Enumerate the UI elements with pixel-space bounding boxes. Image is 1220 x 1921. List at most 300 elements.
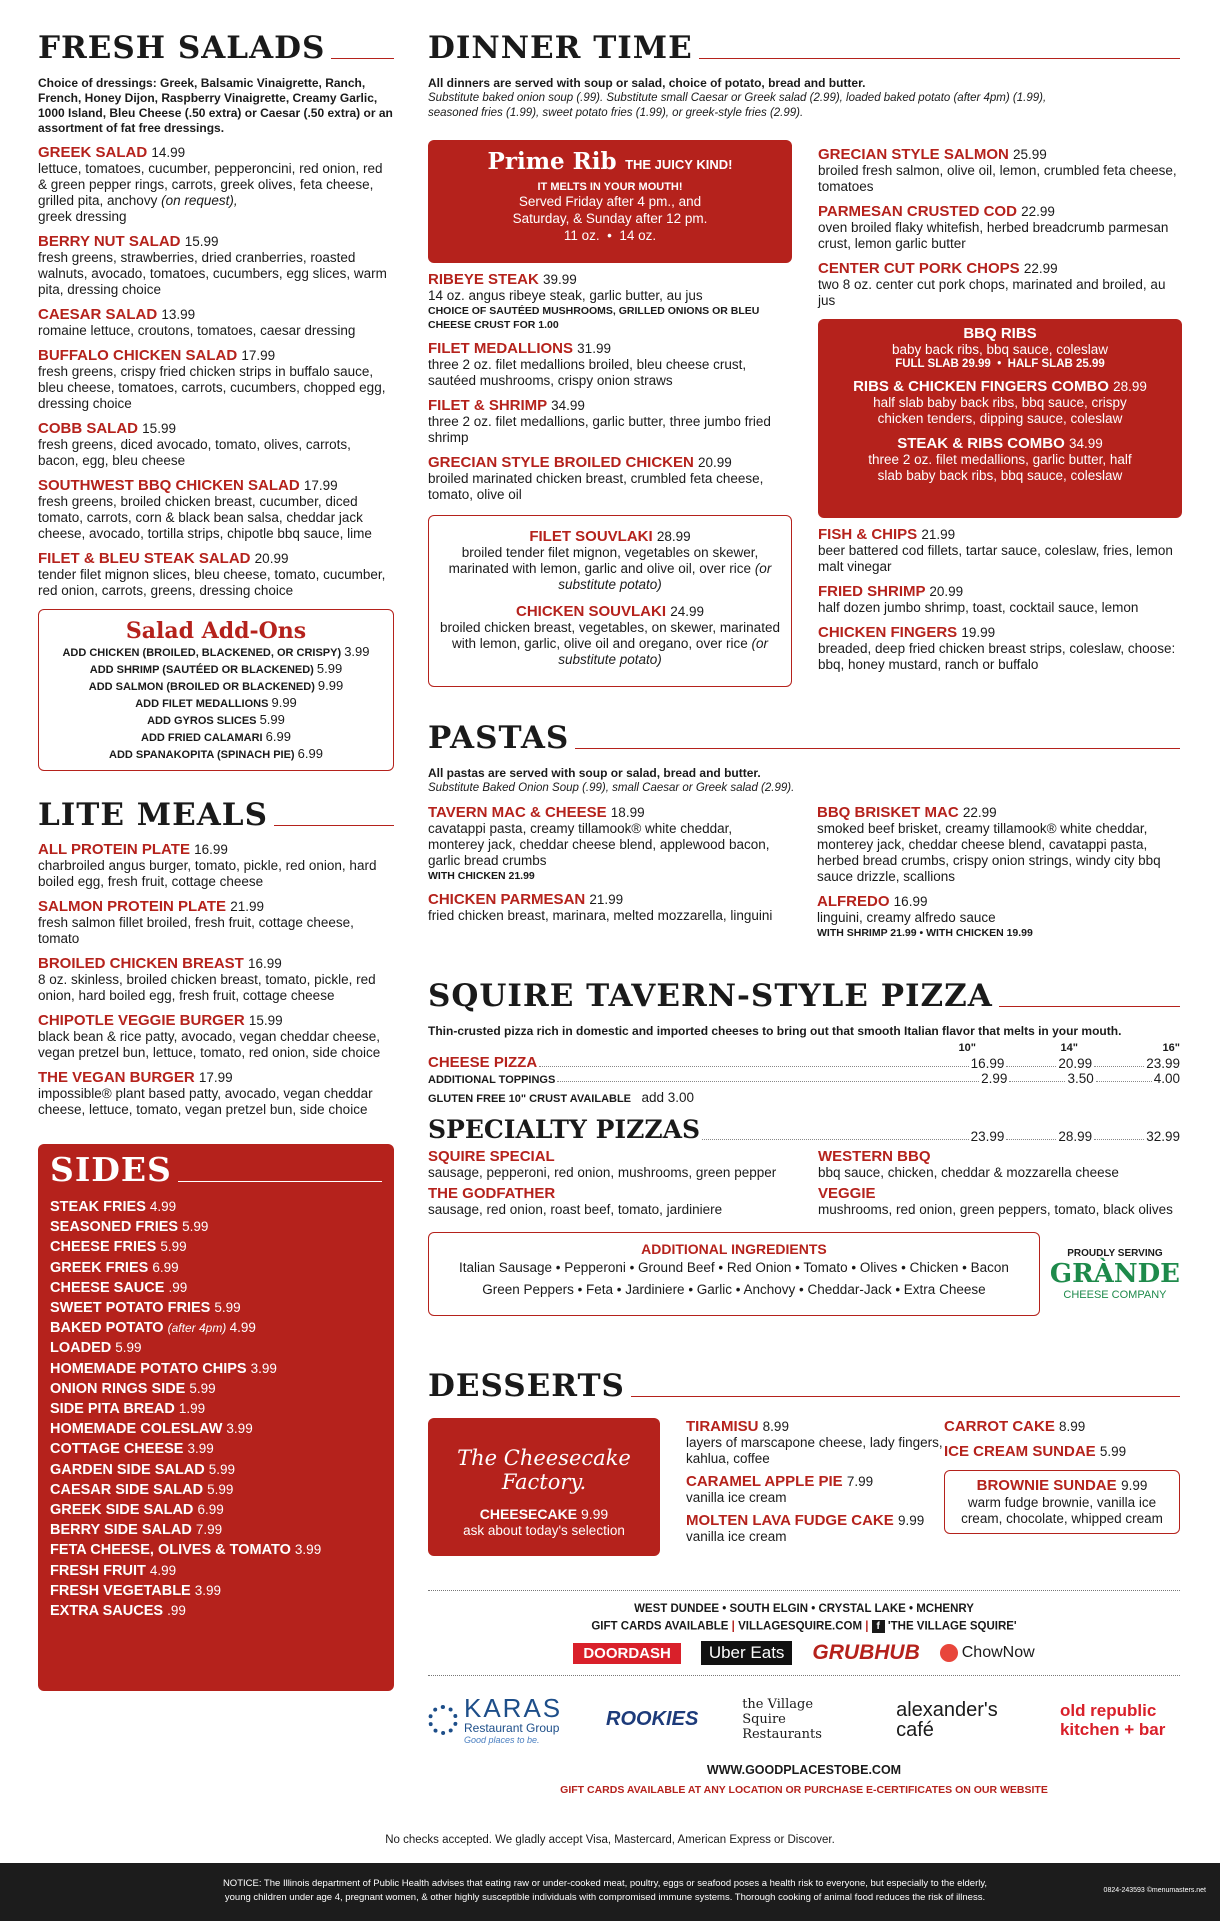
prime-rib-line3: Saturday, & Sunday after 12 pm. (512, 211, 708, 226)
item-name: PARMESAN CRUSTED COD 22.99 (818, 203, 1055, 220)
item-desc: black bean & rice patty, avocado, vegan cheddar cheese, vegan pretzel bun, lettuce, tomato, red onion, side choice (38, 1029, 381, 1060)
dessert-left-list (686, 1418, 944, 1556)
menu-item (686, 1473, 944, 1506)
side-item: COTTAGE CHEESE 3.99 (50, 1441, 214, 1458)
bbq-ribs-name: BBQ RIBS (963, 325, 1037, 342)
item-price: 17.99 (241, 348, 276, 363)
pastas-intro: All pastas are served with soup or salad, bread and butter. (428, 766, 761, 780)
item-price: 21.99 (921, 527, 956, 542)
dinner-right-list2 (818, 526, 1182, 673)
menu-item (38, 550, 394, 599)
addon-item: ADD SPANAKOPITA (SPINACH PIE) 6.99 (109, 746, 323, 761)
dinner-right (818, 138, 1182, 673)
item-desc: vanilla ice cream (686, 1490, 787, 1505)
item-desc: fresh greens, diced avocado, tomato, olives, carrots, bacon, egg, bleu cheese (38, 437, 351, 468)
item-price: 22.99 (962, 805, 997, 820)
dinner-substitutions: Substitute baked onion soup (.99). Substitute small Caesar or Greek salad (2.99), loaded baked potato (after 4pm) (1.99), seasoned fries (1.99), sweet potato fries (1.99), or greek-style fries (2.99). (428, 92, 1047, 119)
addon-price: 3.99 (344, 644, 370, 659)
side-price: 3.99 (250, 1360, 277, 1376)
facebook-icon[interactable]: f (872, 1620, 885, 1633)
print-code: 0824-243593 ©menumasters.net (1103, 1887, 1206, 1894)
addon-price: 6.99 (297, 746, 323, 761)
souvlaki-box (428, 515, 792, 687)
bbq-ribs-prices: FULL SLAB 29.99 • HALF SLAB 25.99 (895, 358, 1105, 370)
lite-heading: LITE MEALS (38, 797, 394, 833)
gluten-free-label: GLUTEN FREE 10" CRUST AVAILABLE (428, 1093, 632, 1105)
chownow-icon (940, 1644, 958, 1662)
menu-item (817, 804, 1180, 885)
prime-rib-line1: IT MELTS IN YOUR MOUTH! (537, 181, 683, 193)
menu-item (818, 1185, 1180, 1218)
menu-item (38, 1012, 394, 1061)
cheese-price-10: 16.99 (970, 1056, 1005, 1071)
item-name: FILET & BLEU STEAK SALAD 20.99 (38, 550, 289, 567)
sides-list (50, 1197, 382, 1621)
menu-item (437, 528, 783, 593)
cheese-pizza-name: CHEESE PIZZA (428, 1054, 538, 1071)
side-price: 6.99 (152, 1259, 179, 1275)
item-price: 17.99 (198, 1070, 233, 1085)
side-price: 5.99 (160, 1239, 187, 1255)
doordash-logo[interactable]: DOORDASH (573, 1643, 681, 1664)
item-name: CAESAR SALAD 13.99 (38, 306, 196, 323)
item-name: BBQ BRISKET MAC 22.99 (817, 804, 997, 821)
dessert-right (944, 1418, 1180, 1556)
menu-item (818, 146, 1182, 195)
size-16: 16" (1162, 1042, 1180, 1054)
item-price: 25.99 (1013, 147, 1047, 162)
item-desc: lettuce, tomatoes, cucumber, pepperoncini, red onion, red & green pepper rings, carrots, greek olives, feta cheese, grilled pita, anchovy (on request), (38, 161, 383, 208)
dinner-left-list (428, 271, 792, 503)
menu-item (686, 1512, 944, 1545)
item-price: 8.99 (762, 1419, 789, 1434)
side-item: FRESH VEGETABLE 3.99 (50, 1582, 222, 1599)
item-desc: linguini, creamy alfredo sauce (817, 910, 996, 925)
item-price: 20.99 (698, 455, 732, 470)
side-price: 4.99 (229, 1320, 256, 1336)
item-desc: oven broiled flaky whitefish, herbed breadcrumb parmesan crust, lemon garlic butter (818, 220, 1169, 251)
item-price: 31.99 (577, 341, 611, 356)
item-desc: fresh greens, broiled chicken breast, cucumber, diced tomato, carrots, corn & black bean salsa, cheddar jack cheese, avocado, tortilla strips, chipotle bbq sauce, lime (38, 494, 372, 541)
item-name: FISH & CHIPS 21.99 (818, 526, 956, 543)
specialty-price-10: 23.99 (970, 1129, 1005, 1144)
brownie-box (944, 1470, 1180, 1534)
item-price: 21.99 (589, 892, 624, 907)
item-desc: sausage, pepperoni, red onion, mushrooms, green pepper (428, 1165, 777, 1180)
item-price: 18.99 (610, 805, 645, 820)
addon-item: ADD FILET MEDALLIONS 9.99 (135, 695, 297, 710)
addon-price: 9.99 (317, 678, 344, 693)
item-price: 17.99 (303, 478, 338, 493)
menu-item (38, 306, 394, 339)
menu-item (944, 1443, 1180, 1460)
side-price: 4.99 (149, 1562, 177, 1578)
addon-item: ADD SALMON (BROILED OR BLACKENED) 9.99 (88, 678, 344, 693)
item-price: 19.99 (961, 625, 996, 640)
item-price: 5.99 (1099, 1444, 1127, 1459)
item-name: FILET MEDALLIONS 31.99 (428, 340, 611, 357)
menu-item (428, 1185, 818, 1218)
side-item: SWEET POTATO FRIES 5.99 (50, 1300, 241, 1317)
item-price: 22.99 (1023, 261, 1058, 276)
item-name: TIRAMISU 8.99 (686, 1418, 789, 1435)
item-desc: fresh greens, strawberries, dried cranberries, roasted walnuts, avocado, tomatoes, cucumbers, egg slices, warm pita, dressing choice (38, 250, 387, 297)
item-price: 9.99 (897, 1513, 925, 1528)
facebook-page[interactable]: 'THE VILLAGE SQUIRE' (887, 1620, 1017, 1633)
item-desc-2: greek dressing (38, 209, 127, 224)
bbq-ribs-desc: baby back ribs, bbq sauce, coleslaw (891, 342, 1109, 357)
sides-box (38, 1144, 394, 1691)
ingredients-box (428, 1232, 1040, 1316)
gluten-free-price: add 3.00 (641, 1090, 695, 1105)
menu-item (428, 454, 792, 503)
specialty-price-14: 28.99 (1058, 1129, 1093, 1144)
side-item: FETA CHEESE, OLIVES & TOMATO 3.99 (50, 1542, 322, 1559)
souvlaki-list (437, 528, 783, 668)
side-price: 5.99 (189, 1380, 216, 1396)
addon-list (43, 644, 389, 763)
addon-price: 5.99 (259, 712, 285, 727)
cheese-pizza-row (428, 1054, 1180, 1071)
toppings-row (428, 1071, 1180, 1086)
prime-rib-line2: Served Friday after 4 pm., and (518, 194, 702, 209)
menu-item (38, 955, 394, 1004)
item-desc: romaine lettuce, croutons, tomatoes, caesar dressing (38, 323, 356, 338)
grande-sub: CHEESE COMPANY (1063, 1288, 1167, 1301)
steak-ribs-name: STEAK & RIBS COMBO 34.99 (897, 435, 1103, 452)
menu-item (428, 1148, 818, 1181)
addon-price: 9.99 (271, 695, 297, 710)
side-item: EXTRA SAUCES .99 (50, 1603, 186, 1620)
item-desc: broiled chicken breast, vegetables, on skewer, marinated with lemon, garlic, olive oil and oregano, over rice (or substitute potato) (440, 620, 780, 667)
side-price: .99 (168, 1279, 188, 1295)
side-price: 5.99 (115, 1340, 142, 1356)
side-price: 1.99 (178, 1401, 206, 1417)
menu-item (818, 526, 1182, 575)
side-price: 3.99 (187, 1441, 214, 1457)
item-desc: three 2 oz. filet medallions, garlic butter, three jumbo fried shrimp (428, 414, 771, 445)
proudly-serving: PROUDLY SERVING (1067, 1247, 1163, 1259)
menu-item (38, 477, 394, 542)
menu-item (944, 1418, 1180, 1435)
item-note: WITH SHRIMP 21.99 • WITH CHICKEN 19.99 (817, 927, 1033, 939)
side-item: GREEK SIDE SALAD 6.99 (50, 1502, 224, 1519)
item-name: BERRY NUT SALAD 15.99 (38, 233, 219, 250)
ubereats-logo[interactable]: Uber Eats (701, 1641, 793, 1665)
item-desc: broiled tender filet mignon, vegetables on skewer, marinated with lemon, garlic and olive oil, over rice (or substitute potato) (448, 545, 772, 592)
dinner-left (428, 140, 792, 687)
item-name: CARAMEL APPLE PIE 7.99 (686, 1473, 874, 1490)
menu-item (818, 260, 1182, 309)
item-desc: charbroiled angus burger, tomato, pickle, red onion, hard boiled egg, fresh fruit, cottage cheese (38, 858, 377, 889)
item-name: FILET SOUVLAKI 28.99 (529, 528, 691, 545)
item-name: MOLTEN LAVA FUDGE CAKE 9.99 (686, 1512, 925, 1529)
dinner-heading: DINNER TIME (428, 30, 1180, 66)
item-desc: impossible® plant based patty, avocado, vegan cheddar cheese, lettuce, tomato, vegan pretzel bun, side choice (38, 1086, 373, 1117)
brownie-desc: warm fudge brownie, vanilla ice cream, chocolate, whipped cream (961, 1495, 1163, 1526)
item-desc: broiled marinated chicken breast, crumbled feta cheese, tomato, olive oil (428, 471, 764, 502)
karas-icon (428, 1705, 458, 1735)
specialty-list (428, 1144, 1180, 1218)
side-price: 7.99 (195, 1522, 223, 1538)
side-price: 5.99 (208, 1461, 235, 1477)
ingredients-row (428, 1232, 1180, 1316)
menu-item (38, 1069, 394, 1118)
item-price: 34.99 (551, 398, 585, 413)
cheesecake-name: CHEESECAKE (479, 1506, 578, 1522)
side-item: CHEESE SAUCE .99 (50, 1279, 188, 1296)
ingredients-title: ADDITIONAL INGREDIENTS (641, 1241, 827, 1257)
side-item: CHEESE FRIES 5.99 (50, 1239, 187, 1256)
prime-rib-sizes: 11 oz. • 14 oz. (563, 228, 657, 243)
side-price: .99 (167, 1603, 186, 1619)
item-desc: two 8 oz. center cut pork chops, marinated and broiled, au jus (818, 277, 1166, 308)
side-item: BERRY SIDE SALAD 7.99 (50, 1522, 223, 1539)
desserts-section (428, 1368, 1180, 1556)
salad-addons-box (38, 609, 394, 771)
item-name: GRECIAN STYLE SALMON 25.99 (818, 146, 1047, 163)
side-price: 5.99 (214, 1300, 241, 1316)
delivery-row (428, 1641, 1180, 1665)
side-item: LOADED 5.99 (50, 1340, 142, 1357)
salads-heading: FRESH SALADS (38, 30, 394, 66)
side-price: 5.99 (182, 1219, 209, 1235)
item-desc: 14 oz. angus ribeye steak, garlic butter, au jus (428, 288, 703, 303)
item-name: BROILED CHICKEN BREAST 16.99 (38, 955, 282, 972)
item-price: 24.99 (670, 604, 704, 619)
menu-item (428, 891, 791, 924)
item-desc: half dozen jumbo shrimp, toast, cocktail sauce, lemon (818, 600, 1139, 615)
karas-logo: KARAS Restaurant Group Good places to be. (428, 1695, 562, 1745)
item-desc: fresh greens, crispy fried chicken strips in buffalo sauce, bleu cheese, tomatoes, carrots, cucumbers, chopped egg, dressing choice (38, 364, 386, 411)
side-price: 3.99 (294, 1542, 322, 1558)
side-price: 4.99 (149, 1199, 177, 1214)
item-desc: breaded, deep fried chicken breast strips, coleslaw, choose: bbq, honey mustard, ranch or buffalo (818, 641, 1176, 672)
specialty-price-16: 32.99 (1146, 1129, 1180, 1144)
side-note: (after 4pm) (167, 1321, 230, 1336)
menu-item (817, 893, 1180, 940)
dinner-right-list (818, 146, 1182, 309)
item-name: CHICKEN SOUVLAKI 24.99 (516, 603, 704, 620)
addon-item: ADD FRIED CALAMARI 6.99 (141, 729, 291, 744)
item-price: 13.99 (161, 307, 196, 322)
item-desc-note: (or substitute potato) (558, 636, 768, 667)
item-price: 8.99 (1059, 1419, 1086, 1434)
menu-item (818, 624, 1182, 673)
menu-item (38, 233, 394, 298)
side-item: SIDE PITA BREAD 1.99 (50, 1401, 206, 1418)
pastas-section (428, 720, 1180, 940)
specialty-row (428, 1115, 1180, 1144)
item-name: FILET & SHRIMP 34.99 (428, 397, 585, 414)
menu-item (428, 271, 792, 332)
item-name: GREEK SALAD 14.99 (38, 144, 186, 161)
sides-heading: SIDES (50, 1150, 382, 1189)
item-price: 15.99 (184, 234, 219, 249)
item-price: 22.99 (1021, 204, 1055, 219)
right-area (428, 30, 1180, 121)
item-price: 20.99 (254, 551, 289, 566)
addon-price: 5.99 (316, 661, 343, 676)
ribs-box (818, 319, 1182, 518)
side-item: GREEK FRIES 6.99 (50, 1259, 179, 1276)
item-price: 21.99 (230, 899, 265, 914)
item-desc: layers of marscapone cheese, lady fingers, kahlua, coffee (686, 1435, 943, 1466)
side-price: 6.99 (197, 1502, 224, 1518)
notice-line2: young children under age 4, pregnant women, & other highly susceptible individuals with compromised immune systems. Thorough cooking of animal food reduces the risk of illness. (224, 1892, 986, 1903)
menu-item (38, 144, 394, 225)
side-price: 3.99 (194, 1582, 222, 1598)
side-item: FRESH FRUIT 4.99 (50, 1562, 177, 1579)
goodplaces-url[interactable]: WWW.GOODPLACESTOBE.COM (706, 1763, 902, 1777)
addon-price: 6.99 (265, 729, 291, 744)
brand-logos (428, 1675, 1180, 1751)
grande-logo (1040, 1248, 1180, 1301)
item-desc: fried chicken breast, marinara, melted mozzarella, linguini (428, 908, 773, 923)
cheesecake-box (428, 1418, 660, 1556)
prime-rib-box (428, 140, 792, 263)
old-republic-logo: old republic kitchen + bar (1059, 1700, 1166, 1739)
cheese-price-14: 20.99 (1058, 1056, 1093, 1071)
menu-item (38, 841, 394, 890)
item-price: 28.99 (656, 529, 691, 544)
alexanders-logo: alexander's café (896, 1698, 998, 1741)
item-desc: tender filet mignon slices, bleu cheese, tomato, cucumber, red onion, carrots, greens, dressing choice (38, 567, 386, 598)
grande-wordmark: GRÀNDE (1049, 1258, 1180, 1289)
side-item: HOMEMADE POTATO CHIPS 3.99 (50, 1360, 277, 1377)
locations: WEST DUNDEE • SOUTH ELGIN • CRYSTAL LAKE • MCHENRY (634, 1603, 974, 1615)
side-item: STEAK FRIES 4.99 (50, 1199, 177, 1215)
item-name: CHIPOTLE VEGGIE BURGER 15.99 (38, 1012, 283, 1029)
side-item: ONION RINGS SIDE 5.99 (50, 1380, 216, 1397)
gift-certificate-line: GIFT CARDS AVAILABLE AT ANY LOCATION OR PURCHASE E-CERTIFICATES ON OUR WEBSITE (560, 1784, 1048, 1796)
side-item: BAKED POTATO (after 4pm) 4.99 (50, 1320, 256, 1337)
addon-item: ADD SHRIMP (SAUTÉED OR BLACKENED) 5.99 (89, 661, 343, 676)
toppings-price-14: 3.50 (1067, 1071, 1094, 1086)
item-name: ALL PROTEIN PLATE 16.99 (38, 841, 228, 858)
item-desc: beer battered cod fillets, tartar sauce, coleslaw, fries, lemon malt vinegar (818, 543, 1173, 574)
menu-item (818, 1148, 1180, 1181)
grubhub-logo[interactable]: GRUBHUB (812, 1641, 920, 1664)
item-price: 16.99 (893, 894, 928, 909)
gluten-free-row (428, 1089, 1180, 1107)
menu-item (38, 420, 394, 469)
toppings-name: ADDITIONAL TOPPINGS (428, 1074, 556, 1086)
cheesecake-price: 9.99 (580, 1506, 609, 1522)
item-name: CHICKEN PARMESAN 21.99 (428, 891, 624, 908)
side-price: 5.99 (207, 1481, 234, 1497)
village-squire-logo: the Village Squire Restaurants (742, 1697, 822, 1742)
steak-ribs-desc: three 2 oz. filet medallions, garlic butter, half slab baby back ribs, bbq sauce, coleslaw (868, 452, 1132, 483)
addon-item: ADD GYROS SLICES 5.99 (147, 712, 285, 727)
item-price: 14.99 (151, 145, 186, 160)
item-desc: smoked beef brisket, creamy tillamook® white cheddar, monterey jack, cheddar cheese blend, cavatappi pasta, herbed bread crumbs, crispy onion strings, windy city bbq sauce drizzle, scallions (817, 821, 1161, 884)
menu-item (428, 804, 791, 883)
item-desc-note: (on request), (161, 193, 238, 208)
addon-item: ADD CHICKEN (BROILED, BLACKENED, OR CRISPY) 3.99 (62, 644, 370, 659)
item-desc: mushrooms, red onion, green peppers, tomato, black olives (818, 1202, 1173, 1217)
item-name: SALMON PROTEIN PLATE 21.99 (38, 898, 265, 915)
dressings-note: Choice of dressings: Greek, Balsamic Vinaigrette, Ranch, French, Honey Dijon, Raspberry Vinaigrette, Creamy Garlic, 1000 Island, Bleu Cheese (.50 extra) or Caesar (.50 extra) or an assortment of fat free dressings. (38, 76, 393, 135)
item-name: ALFREDO 16.99 (817, 893, 928, 910)
payment-note: No checks accepted. We gladly accept Visa, Mastercard, American Express or Discover. (385, 1834, 835, 1846)
item-desc: fresh salmon fillet broiled, fresh fruit, cottage cheese, tomato (38, 915, 354, 946)
pasta-left-list (428, 796, 791, 940)
item-price: 7.99 (846, 1474, 874, 1489)
item-desc: three 2 oz. filet medallions broiled, bleu cheese crust, sautéed mushrooms, crispy onion straws (428, 357, 747, 388)
size-10: 10" (958, 1042, 976, 1054)
item-price: 16.99 (194, 842, 228, 857)
item-name: SQUIRE SPECIAL (428, 1148, 555, 1165)
item-name: CENTER CUT PORK CHOPS 22.99 (818, 260, 1058, 277)
item-name: FRIED SHRIMP 20.99 (818, 583, 964, 600)
toppings-price-10: 2.99 (981, 1071, 1008, 1086)
item-name: WESTERN BBQ (818, 1148, 931, 1165)
pastas-substitutions: Substitute Baked Onion Soup (.99), small Caesar or Greek salad (2.99). (428, 782, 795, 794)
chownow-logo[interactable]: ChowNow (940, 1644, 1035, 1662)
item-name: VEGGIE (818, 1185, 876, 1202)
brownie-price: 9.99 (1121, 1478, 1148, 1493)
item-name: GRECIAN STYLE BROILED CHICKEN 20.99 (428, 454, 732, 471)
gift-cards-row: GIFT CARDS AVAILABLE | VILLAGESQUIRE.COM | f 'THE VILLAGE SQUIRE' (591, 1620, 1017, 1633)
specialty-heading: SPECIALTY PIZZAS (428, 1115, 701, 1144)
menu-item (437, 603, 783, 668)
side-item: HOMEMADE COLESLAW 3.99 (50, 1421, 253, 1438)
cheesecake-desc: ask about today's selection (463, 1523, 625, 1538)
pizza-heading: SQUIRE TAVERN-STYLE PIZZA (428, 978, 1180, 1014)
item-note: CHOICE OF SAUTÉED MUSHROOMS, GRILLED ONIONS OR BLEU CHEESE CRUST FOR 1.00 (428, 305, 760, 331)
prime-rib-title: Prime Rib (487, 148, 617, 175)
pizza-intro: Thin-crusted pizza rich in domestic and imported cheeses to bring out that smooth Italian flavor that melts in your mouth. (428, 1024, 1122, 1038)
menu-item (428, 397, 792, 446)
item-name: BUFFALO CHICKEN SALAD 17.99 (38, 347, 276, 364)
pastas-heading: PASTAS (428, 720, 1180, 756)
salad-list (38, 144, 394, 599)
addons-title: Salad Add-Ons (125, 618, 307, 644)
item-name: ICE CREAM SUNDAE 5.99 (944, 1443, 1127, 1460)
cheesecake-factory-logo: The Cheesecake Factory. (457, 1446, 631, 1494)
prime-rib-tag: THE JUICY KIND! (625, 157, 733, 172)
item-desc: 8 oz. skinless, broiled chicken breast, tomato, pickle, red onion, hard boiled egg, fresh fruit, cottage cheese (38, 972, 376, 1003)
footer-brand-area (428, 1590, 1180, 1796)
item-name: CHICKEN FINGERS 19.99 (818, 624, 996, 641)
desserts-heading: DESSERTS (428, 1368, 1180, 1404)
item-name: TAVERN MAC & CHEESE 18.99 (428, 804, 645, 821)
item-price: 15.99 (248, 1013, 283, 1028)
side-item: CAESAR SIDE SALAD 5.99 (50, 1481, 234, 1498)
item-name: THE VEGAN BURGER 17.99 (38, 1069, 233, 1086)
item-desc: bbq sauce, chicken, cheddar & mozzarella cheese (818, 1165, 1119, 1180)
menu-item (428, 340, 792, 389)
dinner-intro: All dinners are served with soup or salad, choice of potato, bread and butter. (428, 76, 866, 90)
menu-item (818, 583, 1182, 616)
left-column (38, 30, 394, 1691)
item-price: 39.99 (543, 272, 577, 287)
item-note: WITH CHICKEN 21.99 (428, 870, 535, 882)
item-name: RIBEYE STEAK 39.99 (428, 271, 577, 288)
size-14: 14" (1060, 1042, 1078, 1054)
notice-line1: NOTICE: The Illinois department of Public Health advises that eating raw or under-cooked meat, poultry, eggs or seafood poses a health risk to everyone, but especially to the elderly, (222, 1878, 988, 1889)
item-desc: cavatappi pasta, creamy tillamook® white cheddar, monterey jack, cheddar cheese blend, applewood bacon, garlic bread crumbs (428, 821, 770, 868)
item-price: 16.99 (248, 956, 282, 971)
item-name: THE GODFATHER (428, 1185, 556, 1202)
item-desc: broiled fresh salmon, olive oil, lemon, crumbled feta cheese, tomatoes (818, 163, 1177, 194)
website-link[interactable]: VILLAGESQUIRE.COM (738, 1620, 863, 1633)
pizza-sizes (428, 1042, 1180, 1054)
brownie-name: BROWNIE SUNDAE (976, 1477, 1117, 1494)
pasta-right-list (817, 796, 1180, 940)
item-desc: sausage, red onion, roast beef, tomato, jardiniere (428, 1202, 723, 1217)
